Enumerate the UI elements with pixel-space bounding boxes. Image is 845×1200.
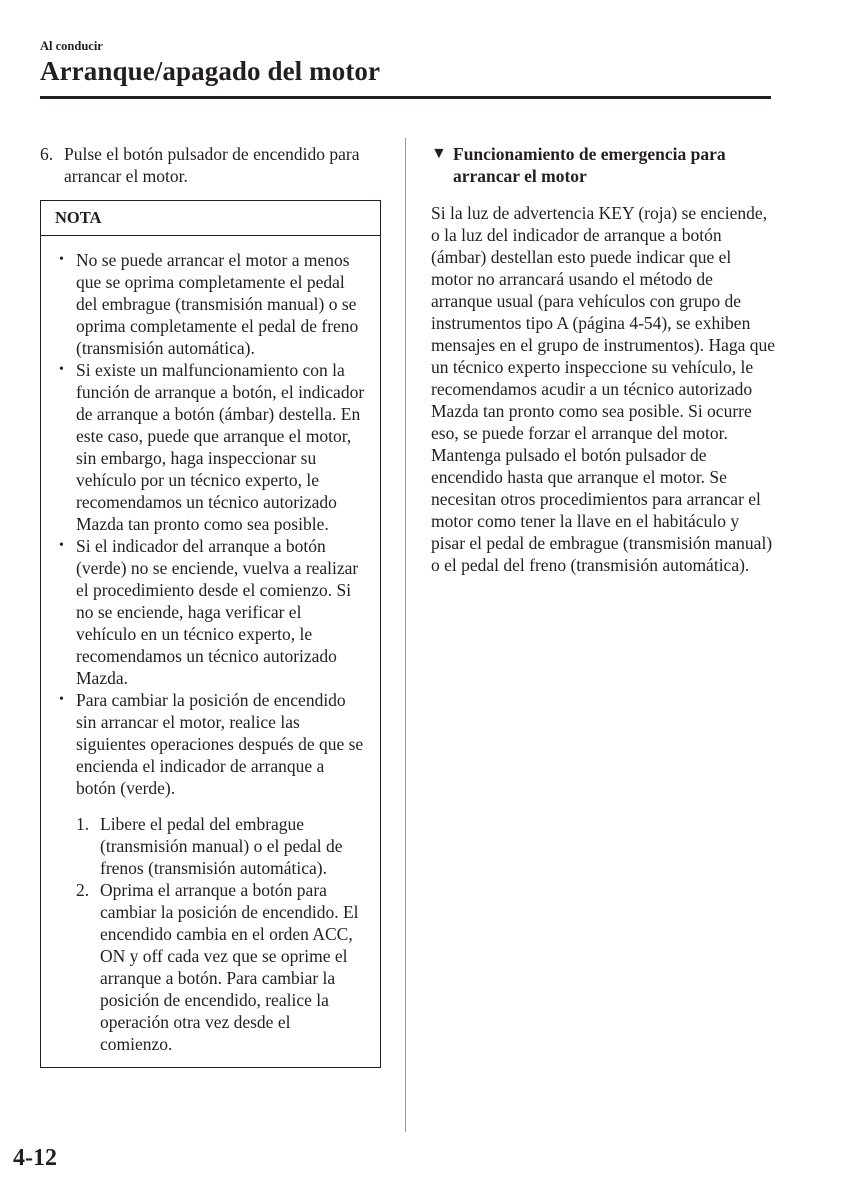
step-6	[40, 143, 385, 187]
page-title: Arranque/apagado del motor	[40, 56, 381, 86]
bullet-dot-icon: •	[59, 692, 64, 707]
nota-bullet-list	[57, 249, 366, 799]
title-rule	[40, 96, 771, 99]
sub-step-text: Libere el pedal del embrague (transmisión manual) o el pedal de frenos (transmisión automática).	[100, 814, 343, 878]
sub-step-number: 1.	[76, 814, 90, 834]
nota-bullet: • No se puede arrancar el motor a menos que se oprima completamente el pedal del embrague (transmisión manual) o se oprima completamente el pedal de freno (transmisión automática).	[59, 250, 359, 358]
emergency-body: Si la luz de advertencia KEY (roja) se enciende, o la luz del indicador de arranque a botón (ámbar) destellan esto puede indicar que el motor no arrancará usando el método de arranque usual (para vehículos con grupo de instrumentos tipo A (página 4-54), se exhiben mensajes en el grupo de instrumentos). Haga que un técnico experto inspeccione su vehículo, le recomendamos acudir a un técnico autorizado Mazda tan pronto como sea posible. Si ocurre eso, se puede forzar el arranque del motor. Mantenga pulsado el botón pulsador de encendido hasta que arranque el motor. Se necesitan otros procedimientos para arrancar el motor como tener la llave en el habitáculo y pisar el pedal de embrague (transmisión manual) o el pedal del freno (transmisión automática).	[431, 203, 776, 575]
sub-step	[57, 813, 366, 879]
emergency-heading	[431, 143, 776, 187]
sub-step	[57, 879, 366, 1055]
triangle-down-icon: ▼	[431, 145, 447, 162]
sub-step-number: 2.	[76, 880, 90, 900]
nota-bullet: • Para cambiar la posición de encendido sin arrancar el motor, realice las siguientes operaciones después de que se encienda el indicador de arranque a botón (verde).	[59, 690, 364, 798]
bullet-dot-icon: •	[59, 362, 64, 377]
column-divider	[405, 138, 406, 1132]
nota-box	[40, 200, 381, 1068]
nota-heading: NOTA	[41, 201, 380, 236]
step-text: Pulse el botón pulsador de encendido para arrancar el motor.	[64, 144, 360, 186]
bullet-dot-icon: •	[59, 252, 64, 267]
nota-body	[41, 236, 380, 1067]
bullet-dot-icon: •	[59, 538, 64, 553]
nota-bullet: • Si existe un malfuncionamiento con la función de arranque a botón, el indicador de arranque a botón (ámbar) destella. En este caso, puede que arranque el motor, sin embargo, haga inspeccionar su vehículo por un técnico experto, le recomendamos un técnico autorizado Mazda tan pronto como sea posible.	[59, 360, 365, 534]
nota-bullet: • Si el indicador del arranque a botón (verde) no se enciende, vuelva a realizar el procedimiento desde el comienzo. Si no se enciende, haga verificar el vehículo en un técnico experto, le recomendamos un técnico autorizado Mazda.	[59, 536, 359, 688]
left-column	[40, 143, 385, 1068]
step-number: 6.	[40, 144, 54, 164]
page-number: 4-12	[13, 1145, 57, 1171]
emergency-heading-text: Funcionamiento de emergencia para arrancar el motor	[453, 144, 726, 186]
nota-sub-steps	[57, 813, 366, 1055]
sub-step-text: Oprima el arranque a botón para cambiar la posición de encendido. El encendido cambia en el orden ACC, ON y off cada vez que se oprime el arranque a botón. Para cambiar la posición de encendido, realice la operación otra vez desde el comienzo.	[100, 880, 359, 1054]
right-column	[431, 143, 776, 576]
section-label: Al conducir	[40, 39, 103, 53]
